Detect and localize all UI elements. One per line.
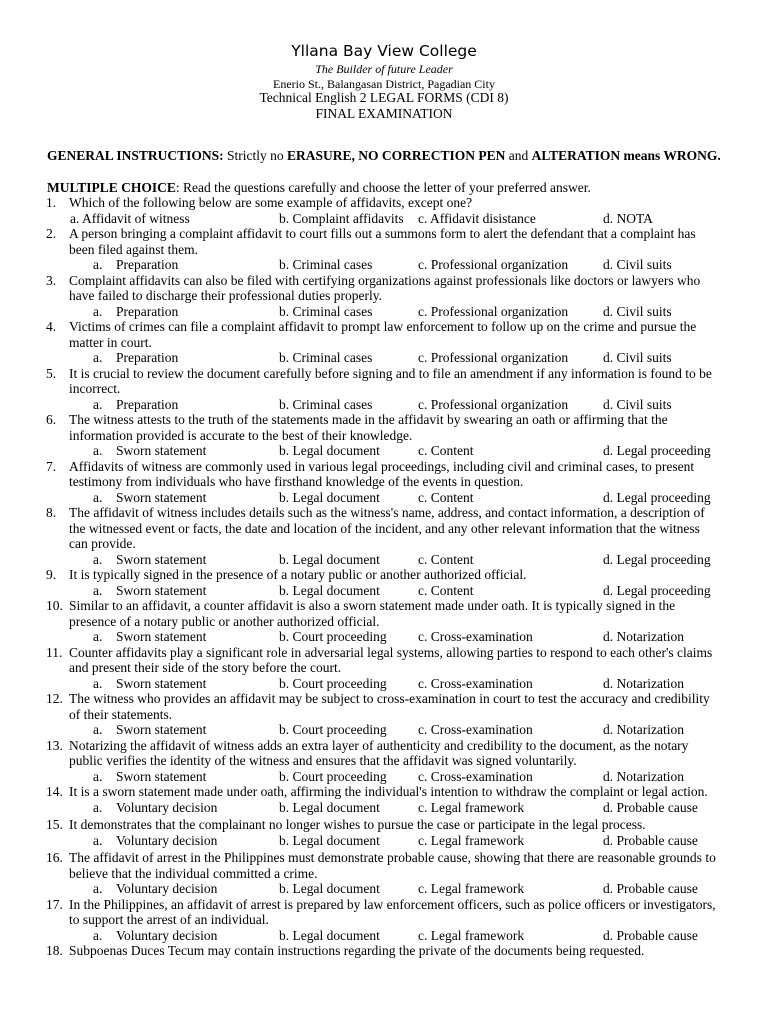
answer-options (0, 833, 768, 849)
answer-option[interactable]: a. (93, 832, 103, 848)
question-number: 6. (46, 412, 57, 427)
question-item (0, 412, 721, 443)
question-number: 2. (46, 226, 57, 241)
question-number: 7. (46, 458, 57, 474)
answer-option[interactable]: d. Probable cause (603, 799, 698, 815)
question-item (0, 598, 721, 629)
answer-options (0, 881, 768, 897)
answer-option[interactable]: Preparation (116, 350, 179, 365)
answer-option[interactable]: Sworn statement (116, 768, 207, 784)
question-number: 4. (46, 319, 57, 334)
mc-text: : Read the questions carefully and choose the letter of your preferred answer. (175, 180, 591, 195)
question-number: 10. (46, 598, 63, 613)
instructions-bold-2: ALTERATION means WRONG. (531, 148, 721, 163)
answer-option[interactable]: b. Criminal cases (279, 350, 373, 365)
question-number: 13. (46, 737, 63, 753)
answer-option[interactable]: Sworn statement (116, 629, 207, 644)
answer-option[interactable]: b. Court proceeding (279, 629, 387, 644)
answer-options (0, 800, 768, 816)
question-text: Which of the following below are some example of affidavits, except one? (69, 195, 473, 210)
answer-option[interactable]: b. Complaint affidavits (279, 210, 404, 226)
answer-option[interactable]: b. Criminal cases (279, 303, 373, 319)
instructions-text-1: Strictly no (223, 148, 288, 163)
answer-option[interactable]: b. Court proceeding (279, 675, 387, 691)
instructions-label: GENERAL INSTRUCTIONS: (47, 148, 224, 163)
question-number: 8. (46, 505, 57, 520)
question-text: Victims of crimes can file a complaint affidavit to prompt law enforcement to follow up on the crime and pursue the matter in court. (69, 319, 697, 350)
answer-option[interactable]: d. Notarization (603, 675, 684, 691)
answer-option[interactable]: b. Court proceeding (279, 768, 387, 784)
answer-option[interactable]: Sworn statement (116, 722, 207, 737)
answer-option[interactable]: c. Legal framework (418, 799, 525, 815)
answer-option[interactable]: d. Notarization (603, 722, 684, 737)
question-item (0, 195, 721, 211)
answer-option[interactable]: d. Probable cause (603, 832, 698, 848)
answer-option[interactable]: Sworn statement (116, 582, 207, 598)
answer-option[interactable]: a. (93, 629, 103, 644)
question-text: Complaint affidavits can also be filed with certifying organizations against professionals like doctors or lawyers who have failed to discharge their professional duties properly. (69, 272, 701, 303)
answer-option[interactable]: c. Cross-examination (418, 768, 533, 784)
mc-label: MULTIPLE CHOICE (47, 180, 176, 195)
answer-option[interactable]: d. NOTA (603, 210, 653, 226)
answer-option[interactable]: b. Legal document (279, 799, 380, 815)
answer-option[interactable]: b. Legal document (279, 927, 380, 943)
question-item (0, 226, 721, 257)
question-number: 11. (46, 644, 63, 660)
answer-options (0, 443, 768, 459)
question-text: It is typically signed in the presence of a notary public or another authorized official. (69, 567, 527, 582)
question-text: A person bringing a complaint affidavit to court fills out a summons form to alert the defendant that a complaint has been filed against them. (69, 226, 696, 257)
answer-option[interactable]: c. Affidavit disistance (418, 210, 536, 226)
question-item (0, 273, 721, 304)
question-text: In the Philippines, an affidavit of arrest is prepared by law enforcement officers, such as police officers or investigators, to support the arrest of an individual. (69, 896, 716, 927)
answer-option[interactable]: d. Civil suits (603, 350, 672, 365)
question-text: Notarizing the affidavit of witness adds an extra layer of authenticity and credibility to the document, as the notary public verifies the identity of the witness and ensures that the affidavit was signed voluntarily. (69, 737, 689, 768)
answer-option[interactable]: c. Legal framework (418, 881, 525, 896)
answer-options (0, 552, 768, 568)
question-item (0, 505, 721, 552)
answer-option[interactable]: a. (93, 551, 103, 567)
answer-option[interactable]: Voluntary decision (116, 927, 218, 943)
answer-option[interactable]: b. Criminal cases (279, 396, 373, 412)
general-instructions (47, 148, 722, 164)
instructions-text-2: and (505, 148, 532, 163)
answer-option[interactable]: c. Professional organization (418, 257, 569, 272)
answer-option[interactable]: Sworn statement (116, 551, 207, 567)
answer-option[interactable]: c. Professional organization (418, 396, 569, 412)
answer-option[interactable]: c. Content (418, 489, 474, 505)
answer-option[interactable]: c. Professional organization (418, 350, 569, 365)
answer-option[interactable]: Sworn statement (116, 675, 207, 691)
answer-option[interactable]: a. (93, 489, 103, 505)
question-item (0, 897, 721, 928)
question-text: The witness attests to the truth of the statements made in the affidavit by swearing an oath or affirming that the information provided is accurate to the best of their knowledge. (69, 412, 668, 443)
answer-option[interactable]: d. Notarization (603, 629, 684, 644)
question-text: The affidavit of witness includes details such as the witness's name, address, and contact information, a description of the witnessed event or facts, the date and location of the incident, and any other relevant information that the witness can provide. (69, 505, 705, 551)
answer-option[interactable]: c. Content (418, 443, 474, 458)
answer-option[interactable]: Sworn statement (116, 443, 207, 458)
answer-option[interactable]: a. (93, 303, 103, 319)
answer-option[interactable]: b. Legal document (279, 832, 380, 848)
question-text: It demonstrates that the complainant no longer wishes to pursue the case or participate in the legal process. (69, 817, 646, 832)
question-item (0, 850, 721, 881)
answer-option[interactable]: c. Cross-examination (418, 629, 533, 644)
answer-option[interactable]: a. (93, 799, 103, 815)
answer-option[interactable]: d. Civil suits (603, 257, 672, 272)
question-text: The witness who provides an affidavit may be subject to cross-examination in court to test the accuracy and credibility of their statements. (69, 691, 710, 722)
answer-option[interactable]: Sworn statement (116, 489, 207, 505)
question-number: 18. (46, 943, 63, 958)
question-item (0, 784, 721, 800)
question-item (0, 738, 721, 769)
answer-option[interactable]: c. Content (418, 551, 474, 567)
question-number: 15. (46, 817, 63, 832)
question-number: 9. (46, 567, 57, 582)
question-item (0, 567, 721, 583)
question-item (0, 366, 721, 397)
multiple-choice-heading (47, 180, 591, 196)
answer-option[interactable]: d. Probable cause (603, 881, 698, 896)
instructions-bold-1: ERASURE, NO CORRECTION PEN (287, 148, 506, 163)
answer-option[interactable]: a. (93, 582, 103, 598)
answer-option[interactable]: b. Legal document (279, 489, 380, 505)
question-text: Subpoenas Duces Tecum may contain instructions regarding the private of the documents being requested. (69, 943, 645, 958)
answer-option[interactable]: d. Legal proceeding (603, 551, 711, 567)
answer-option[interactable]: c. Cross-examination (418, 675, 533, 691)
question-item (0, 459, 721, 490)
answer-options (0, 722, 768, 738)
question-list (0, 195, 768, 959)
question-text: The affidavit of arrest in the Philippines must demonstrate probable cause, showing that there are reasonable grounds to believe that the individual committed a crime. (69, 850, 716, 881)
answer-option[interactable]: b. Legal document (279, 551, 380, 567)
answer-option[interactable]: Voluntary decision (116, 881, 218, 896)
answer-option[interactable]: Preparation (116, 396, 179, 412)
school-name: Yllana Bay View College (291, 42, 477, 60)
exam-title: FINAL EXAMINATION (315, 106, 453, 121)
answer-option[interactable]: b. Court proceeding (279, 722, 387, 737)
question-item (0, 817, 721, 833)
answer-option[interactable]: a. (93, 768, 103, 784)
school-motto: The Builder of future Leader (315, 62, 453, 76)
answer-option[interactable]: b. Legal document (279, 881, 380, 896)
answer-option[interactable]: d. Civil suits (603, 396, 672, 412)
answer-options (0, 676, 768, 692)
answer-option[interactable]: Preparation (116, 303, 179, 319)
answer-option[interactable]: a. (93, 257, 103, 272)
answer-options (0, 257, 768, 273)
answer-option[interactable]: a. (93, 350, 103, 365)
answer-options (0, 629, 768, 645)
answer-options (0, 350, 768, 366)
answer-options (0, 211, 768, 227)
question-number: 3. (46, 272, 57, 288)
answer-option[interactable]: c. Cross-examination (418, 722, 533, 737)
course-title: Technical English 2 LEGAL FORMS (CDI 8) (259, 90, 509, 105)
answer-option[interactable]: b. Criminal cases (279, 257, 373, 272)
answer-option[interactable]: b. Legal document (279, 582, 380, 598)
answer-options (0, 583, 768, 599)
answer-option[interactable]: d. Probable cause (603, 927, 698, 943)
question-number: 14. (46, 784, 63, 799)
answer-option[interactable]: a. (93, 722, 103, 737)
answer-option[interactable]: c. Content (418, 582, 474, 598)
answer-option[interactable]: a. (93, 881, 103, 896)
answer-options (0, 769, 768, 785)
question-number: 16. (46, 850, 63, 865)
answer-options (0, 397, 768, 413)
answer-option[interactable]: Voluntary decision (116, 832, 218, 848)
answer-option[interactable]: a. Affidavit of witness (70, 210, 190, 226)
answer-options (0, 928, 768, 944)
answer-option[interactable]: c. Professional organization (418, 303, 569, 319)
question-item (0, 319, 721, 350)
answer-option[interactable]: d. Notarization (603, 768, 684, 784)
question-number: 17. (46, 896, 63, 912)
answer-option[interactable]: a. (93, 443, 103, 458)
answer-option[interactable]: a. (93, 396, 103, 412)
answer-options (0, 490, 768, 506)
answer-option[interactable]: d. Legal proceeding (603, 582, 711, 598)
answer-option[interactable]: c. Legal framework (418, 927, 525, 943)
answer-option[interactable]: d. Legal proceeding (603, 443, 711, 458)
answer-option[interactable]: b. Legal document (279, 443, 380, 458)
answer-option[interactable]: c. Legal framework (418, 832, 525, 848)
answer-option[interactable]: a. (93, 927, 103, 943)
answer-option[interactable]: Voluntary decision (116, 799, 218, 815)
question-number: 12. (46, 691, 63, 706)
question-number: 1. (46, 195, 57, 210)
question-number: 5. (46, 365, 57, 381)
answer-options (0, 304, 768, 320)
question-text: It is crucial to review the document carefully before signing and to file an amendment if any information is found to be incorrect. (69, 365, 712, 396)
school-address: Enerio St., Balangasan District, Pagadian City (273, 77, 495, 91)
question-item (0, 645, 721, 676)
question-item (0, 943, 721, 959)
answer-option[interactable]: Preparation (116, 257, 179, 272)
question-text: Counter affidavits play a significant role in adversarial legal systems, allowing parties to respond to each other's claims and present their side of the story before the court. (69, 644, 713, 675)
question-text: Similar to an affidavit, a counter affidavit is also a sworn statement made under oath. It is typically signed in the presence of a notary public or another authorized official. (69, 598, 676, 629)
answer-option[interactable]: d. Legal proceeding (603, 489, 711, 505)
answer-option[interactable]: a. (93, 675, 103, 691)
question-text: Affidavits of witness are commonly used in various legal proceedings, including civil and criminal cases, to present testimony from individuals who have firsthand knowledge of the events in question. (69, 458, 695, 489)
question-item (0, 691, 721, 722)
answer-option[interactable]: d. Civil suits (603, 303, 672, 319)
question-text: It is a sworn statement made under oath, affirming the individual's intention to withdraw the complaint or legal action. (69, 784, 708, 799)
